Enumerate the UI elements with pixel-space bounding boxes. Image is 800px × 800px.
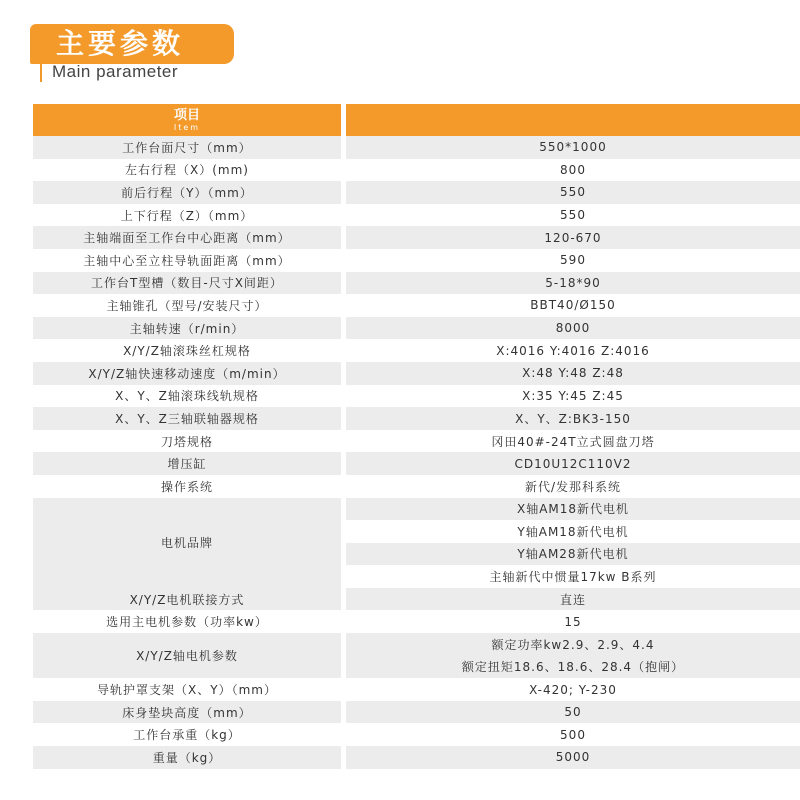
row-label: 工作台面尺寸（mm）	[33, 136, 341, 159]
row-label: 主轴端面至工作台中心距离（mm）	[33, 226, 341, 249]
table-row	[33, 204, 800, 227]
motor-brand-group	[33, 498, 800, 588]
section-subtitle: Main parameter	[52, 62, 179, 81]
table-row	[33, 701, 800, 724]
table-row	[33, 746, 800, 769]
row-value: 直连	[346, 588, 800, 611]
table-row	[33, 181, 800, 204]
row-value: 550	[346, 181, 800, 204]
motor-brand-value: Y轴AM28新代电机	[346, 543, 800, 566]
row-label: X/Y/Z轴滚珠丝杠规格	[33, 339, 341, 362]
table-row	[33, 339, 800, 362]
row-label: 选用主电机参数（功率kw）	[33, 610, 341, 633]
row-value: CD10U12C110V2	[346, 452, 800, 475]
row-label: 主轴转速（r/min）	[33, 317, 341, 340]
motor-brand-value: X轴AM18新代电机	[346, 498, 800, 521]
motor-params-label: X/Y/Z轴电机参数	[33, 633, 341, 678]
table-row	[33, 249, 800, 272]
section-title: 主要参数	[56, 27, 185, 60]
table-row	[33, 272, 800, 295]
row-label: 增压缸	[33, 452, 341, 475]
header-item-label: 项目	[173, 107, 200, 123]
row-label: 导轨护罩支架（X、Y）（mm）	[33, 678, 341, 701]
row-label: 床身垫块高度（mm）	[33, 701, 341, 724]
row-value: X:35 Y:45 Z:45	[346, 385, 800, 408]
row-label: 主轴锥孔（型号/安装尺寸）	[33, 294, 341, 317]
table-row	[33, 452, 800, 475]
row-value: 800	[346, 159, 800, 182]
row-label: 前后行程（Y）（mm）	[33, 181, 341, 204]
row-value: X、Y、Z:BK3-150	[346, 407, 800, 430]
table-row	[33, 317, 800, 340]
table-row	[33, 159, 800, 182]
header-item-sublabel: Item	[173, 122, 201, 132]
motor-brand-value: Y轴AM18新代电机	[346, 520, 800, 543]
row-value: X-420; Y-230	[346, 678, 800, 701]
row-value: X:4016 Y:4016 Z:4016	[346, 339, 800, 362]
table-row	[33, 723, 800, 746]
row-value: 550	[346, 204, 800, 227]
row-label: 操作系统	[33, 475, 341, 498]
motor-brand-value: 主轴新代中惯量17kw B系列	[346, 565, 800, 588]
row-value: 冈田40#-24T立式圆盘刀塔	[346, 430, 800, 453]
row-label: 工作台T型槽（数目-尺寸X间距）	[33, 272, 341, 295]
row-value: 5-18*90	[346, 272, 800, 295]
table-header	[33, 104, 800, 136]
table-row	[33, 294, 800, 317]
row-label: X/Y/Z轴快速移动速度（m/min）	[33, 362, 341, 385]
table-row	[33, 226, 800, 249]
row-label: 刀塔规格	[33, 430, 341, 453]
table-row	[33, 430, 800, 453]
row-value: 590	[346, 249, 800, 272]
header-value-column	[346, 104, 800, 136]
motor-brand-values	[346, 498, 800, 588]
table-row	[33, 588, 800, 611]
row-value: 5000	[346, 746, 800, 769]
row-value: 8000	[346, 317, 800, 340]
table-row	[33, 136, 800, 159]
row-label: 重量（kg）	[33, 746, 341, 769]
row-value: 50	[346, 701, 800, 724]
row-value: 550*1000	[346, 136, 800, 159]
row-value: X:48 Y:48 Z:48	[346, 362, 800, 385]
table-row	[33, 385, 800, 408]
row-label: 左右行程（X）(mm)	[33, 159, 341, 182]
row-label: 主轴中心至立柱导轨面距离（mm）	[33, 249, 341, 272]
parameter-table	[33, 104, 800, 769]
motor-params-values	[346, 633, 800, 678]
row-label: X/Y/Z电机联接方式	[33, 588, 341, 611]
row-label: 工作台承重（kg）	[33, 723, 341, 746]
table-row	[33, 475, 800, 498]
row-value: 15	[346, 610, 800, 633]
row-value: 120-670	[346, 226, 800, 249]
table-row	[33, 610, 800, 633]
motor-params-value: 额定功率kw2.9、2.9、4.4	[346, 633, 800, 656]
header-item-column	[33, 104, 341, 136]
subtitle-marker	[40, 56, 42, 82]
motor-params-value: 额定扭矩18.6、18.6、28.4（抱闸）	[346, 656, 800, 679]
table-row	[33, 678, 800, 701]
row-value: 500	[346, 723, 800, 746]
row-value: BBT40/Ø150	[346, 294, 800, 317]
row-label: X、Y、Z轴滚珠线轨规格	[33, 385, 341, 408]
table-row	[33, 362, 800, 385]
table-row	[33, 407, 800, 430]
motor-params-group	[33, 633, 800, 678]
row-label: 上下行程（Z）（mm）	[33, 204, 341, 227]
row-value: 新代/发那科系统	[346, 475, 800, 498]
row-label: X、Y、Z三轴联轴器规格	[33, 407, 341, 430]
motor-brand-label: 电机品牌	[33, 498, 341, 588]
